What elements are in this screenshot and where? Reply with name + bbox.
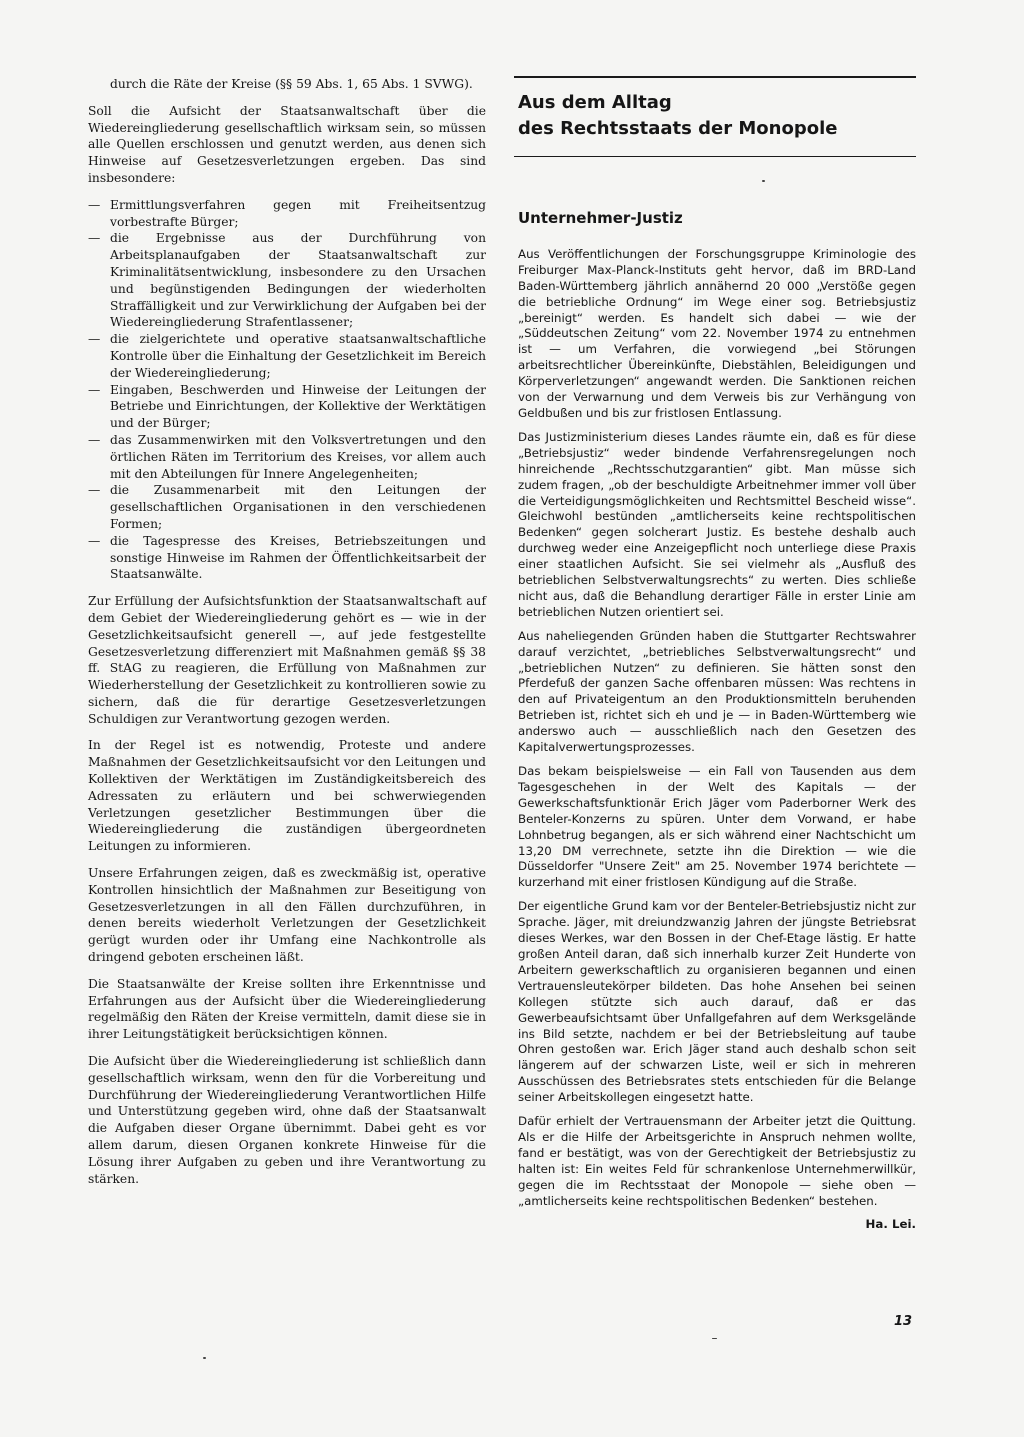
section-title-line: Aus dem Alltag: [518, 92, 672, 113]
list-item-text: die Ergebnisse aus der Durchführung von Arbeitsplanaufgaben der Staatsanwaltschaft zur Kriminalitätsentwicklung, insbesondere zu den Ursachen und begünstigenden Bedingungen der wiederholten Straffälligkeit und zur Verwirklichung der Aufgaben bei der Wiedereingliederung Strafentlassener;: [110, 231, 486, 330]
author-signature: Ha. Lei.: [865, 1217, 916, 1232]
left-column: [88, 76, 486, 1197]
list-item-text: Eingaben, Beschwerden und Hinweise der Leitungen der Betriebe und Einrichtungen, der Kollektive der Werktätigen und der Bürger;: [110, 382, 486, 431]
list-item: [88, 432, 486, 482]
list-item: [88, 482, 486, 532]
paragraph-sources: Soll die Aufsicht der Staatsanwaltschaft über die Wiedereingliederung gesellschaftlich wirksam sein, so müssen alle Quellen erschlossen und genutzt werden, aus denen sich Hinweise auf Gesetzesverletzungen ergeben. Das sind insbesondere:: [88, 103, 486, 185]
list-item: [88, 382, 486, 432]
scan-speck: [203, 1357, 206, 1359]
dash-marker: —: [88, 382, 101, 397]
list-item: [88, 533, 486, 583]
paragraph: Zur Erfüllung der Aufsichtsfunktion der Staatsanwaltschaft auf dem Gebiet der Wiedereingliederung gehört es — wie in der Gesetzlichkeitsaufsicht generell —, auf jede festgestellte Gesetzesverletzung differenziert mit Maßnahmen gemäß §§ 38 ff. StAG zu reagieren, die Erfüllung von Maßnahmen zur Wiederherstellung der Gesetzlichkeit zu kontrollieren sowie zu sichern, daß die für derartige Gesetzesverletzungen Schuldigen zur Verantwortung gezogen werden.: [88, 594, 486, 726]
list-item: [88, 197, 486, 231]
dash-marker: —: [88, 197, 101, 212]
page-number: 13: [894, 1314, 913, 1329]
paragraph: Die Aufsicht über die Wiedereingliederung ist schließlich dann gesellschaftlich wirksam, wenn den für die Vorbereitung und Durchführung der Wiedereingliederung Verantwortlichen Hilfe und Unterstützung gegeben wird, ohne daß der Staatsanwalt die Aufgaben dieser Organe übernimmt. Dabei geht es vor allem darum, diesen Organen konkrete Hinweise für die Lösung ihrer Aufgaben zu geben und ihre Verantwortung zu stärken.: [88, 1054, 486, 1186]
list-item-text: das Zusammenwirken mit den Volksvertretungen und den örtlichen Räten im Territorium des Kreises, vor allem auch mit den Abteilungen für Innere Angelegenheiten;: [110, 432, 486, 481]
list-item: [88, 230, 486, 331]
paragraph: Aus naheliegenden Gründen haben die Stuttgarter Rechtswahrer darauf verzichtet, „betriebliches Selbstverwaltungsrecht“ und „betrieblichen Nutzen“ zu definieren. Sie hätten sonst den Pferdefuß der ganzen Sache offenbaren müssen: Was rechtens in den auf Privateigentum an den Produktionsmitteln beruhenden Betrieben ist, richtet sich eh und je — in Baden-Württemberg wie anderswo auch — ausschließlich nach den Gesetzen des Kapitalverwertungsprozesses.: [518, 628, 916, 755]
article-title: Unternehmer-Justiz: [518, 209, 683, 227]
paragraph: Unsere Erfahrungen zeigen, daß es zweckmäßig ist, operative Kontrollen hinsichtlich der Maßnahmen zur Beseitigung von Gesetzesverletzungen in all den Fällen durchzuführen, in denen bereits wiederholt Verletzungen der Gesetzlichkeit gerügt wurden oder ihr Umfang eine Nachkontrolle als dringend geboten erscheinen läßt.: [88, 866, 486, 965]
paragraph: In der Regel ist es notwendig, Proteste und andere Maßnahmen der Gesetzlichkeitsaufsicht vor den Leitungen und Kollektiven der Werktätigen im Zuständigkeitsbereich des Adressaten zu erläutern und bei schwerwiegenden Verletzungen gesetzlicher Bestimmungen über die Wiedereingliederung die zuständigen übergeordneten Leitungen zu informieren.: [88, 738, 486, 854]
scan-speck: [712, 1338, 717, 1339]
section-title-line: des Rechtsstaats der Monopole: [518, 118, 838, 139]
dash-marker: —: [88, 533, 101, 548]
dash-marker: —: [88, 231, 101, 246]
dash-marker: —: [88, 483, 101, 498]
list-item: [88, 331, 486, 381]
list-item-text: Ermittlungsverfahren gegen mit Freiheitsentzug vorbestrafte Bürger;: [110, 197, 486, 229]
list-item-text: die Zusammenarbeit mit den Leitungen der gesellschaftlichen Organisationen in den verschiedenen Formen;: [110, 483, 486, 531]
scan-speck: [762, 180, 765, 182]
paragraph: Das bekam beispielsweise — ein Fall von Tausenden aus dem Tagesgeschehen in der Welt des Kapitals — der Gewerkschaftsfunktionär Erich Jäger vom Paderborner Werk des Benteler-Konzerns zu spüren. Unter dem Vorwand, er habe Lohnbetrug begangen, als er sich während einer Nachtschicht um 13,20 DM verrechnete, setzte ihn die Direktion — wie die Düsseldorfer "Unsere Zeit" am 25. November 1974 berichtete — kurzerhand mit einer fristlosen Kündigung auf die Straße.: [518, 764, 916, 890]
paragraph: Aus Veröffentlichungen der Forschungsgruppe Kriminologie des Freiburger Max-Planck-Instituts geht hervor, daß im BRD-Land Baden-Württemberg jährlich annähernd 20 000 „Verstöße gegen die betriebliche Ordnung“ im Wege einer sog. Betriebsjustiz „bereinigt“ werden. Es handelt sich dabei — wie der „Süddeutschen Zeitung“ vom 22. November 1974 zu entnehmen ist — um Verfahren, die vorwiegend „bei Störungen arbeitsrechtlicher Übereinkünfte, Diebstählen, Beleidigungen und Körperverletzungen“ angewandt werden. Die Sanktionen reichen von der Verwarnung und dem Verweis bis zur Verhängung von Geldbußen und bis zur fristlosen Entlassung.: [518, 246, 916, 420]
dash-marker: —: [88, 432, 101, 447]
source-list: [88, 197, 486, 583]
paragraph: Dafür erhielt der Vertrauensmann der Arbeiter jetzt die Quittung. Als er die Hilfe der Arbeitsgerichte in Anspruch nehmen wollte, fand er bestätigt, was von der Gerechtigkeit der Betriebsjustiz zu halten ist: Ein weites Feld für schrankenlose Unternehmerwillkür, gegen die im Rechtsstaat der Monopole — siehe oben — „amtlicherseits keine rechtspolitischen Bedenken“ bestehen.: [518, 1114, 916, 1208]
section-top-rule: [514, 76, 916, 78]
section-title: [518, 90, 916, 142]
section-bottom-rule: [514, 156, 916, 157]
dash-marker: —: [88, 332, 101, 347]
paragraph: Das Justizministerium dieses Landes räumte ein, daß es für diese „Betriebsjustiz“ weder bindende Verfahrensregelungen noch hinreichende „Rechtsschutzgarantien“ gibt. Man müsse sich zudem fragen, „ob der beschuldigte Arbeitnehmer immer voll über die Verteidigungsmöglichkeiten und Rechtsmittel Bescheid wisse“. Gleichwohl bestünden „amtlicherseits keine rechtspolitischen Bedenken“ gegen solcherart Justiz. Es bestehe deshalb auch durchweg weder eine Anzeigepflicht noch unterliege diese Praxis einer staatlichen Aufsicht. Sie sei vielmehr als „Ausfluß des betrieblichen Selbstverwaltungsrechts“ zu werten. Dies schließe nicht aus, daß die Behandlung derartiger Fälle in erster Linie am betrieblichen Nutzen orientiert sei.: [518, 429, 916, 619]
paragraph: Der eigentliche Grund kam vor der Benteler-Betriebsjustiz nicht zur Sprache. Jäger, mit dreiundzwanzig Jahren der jüngste Betriebsrat dieses Werkes, war den Bossen in der Chef-Etage lästig. Er hatte großen Anteil daran, daß sich innerhalb kurzer Zeit Hunderte von Arbeitern gewerkschaftlich zu organisieren begannen und einen Vertrauensleutekörper bildeten. Das hohe Ansehen bei seinen Kollegen stützte sich auch darauf, daß er das Gewerbeaufsichtsamt über Unfallgefahren auf dem Werksgelände ins Bild setzte, nachdem er bei der Betriebsleitung auf taube Ohren gestoßen war. Erich Jäger stand auch deshalb schon seit längerem auf der schwarzen Liste, weil er sich in mehreren Ausschüssen des Betriebsrates stets entschieden für die Belange seiner Arbeitskollegen eingesetzt hatte.: [518, 899, 916, 1105]
list-item-text: die zielgerichtete und operative staatsanwaltschaftliche Kontrolle über die Einhaltung der Gesetzlichkeit im Bereich der Wiedereingliederung;: [110, 332, 486, 380]
intro-continuation: durch die Räte der Kreise (§§ 59 Abs. 1, 65 Abs. 1 SVWG).: [110, 77, 473, 91]
list-item-text: die Tagespresse des Kreises, Betriebszeitungen und sonstige Hinweise im Rahmen der Öffentlichkeitsarbeit der Staatsanwälte.: [110, 533, 486, 582]
right-column: [514, 76, 916, 1233]
paragraph: Die Staatsanwälte der Kreise sollten ihre Erkenntnisse und Erfahrungen aus der Aufsicht über die Wiedereingliederung regelmäßig den Räten der Kreise vermitteln, damit diese sie in ihrer Leitungstätigkeit berücksichtigen können.: [88, 976, 486, 1042]
